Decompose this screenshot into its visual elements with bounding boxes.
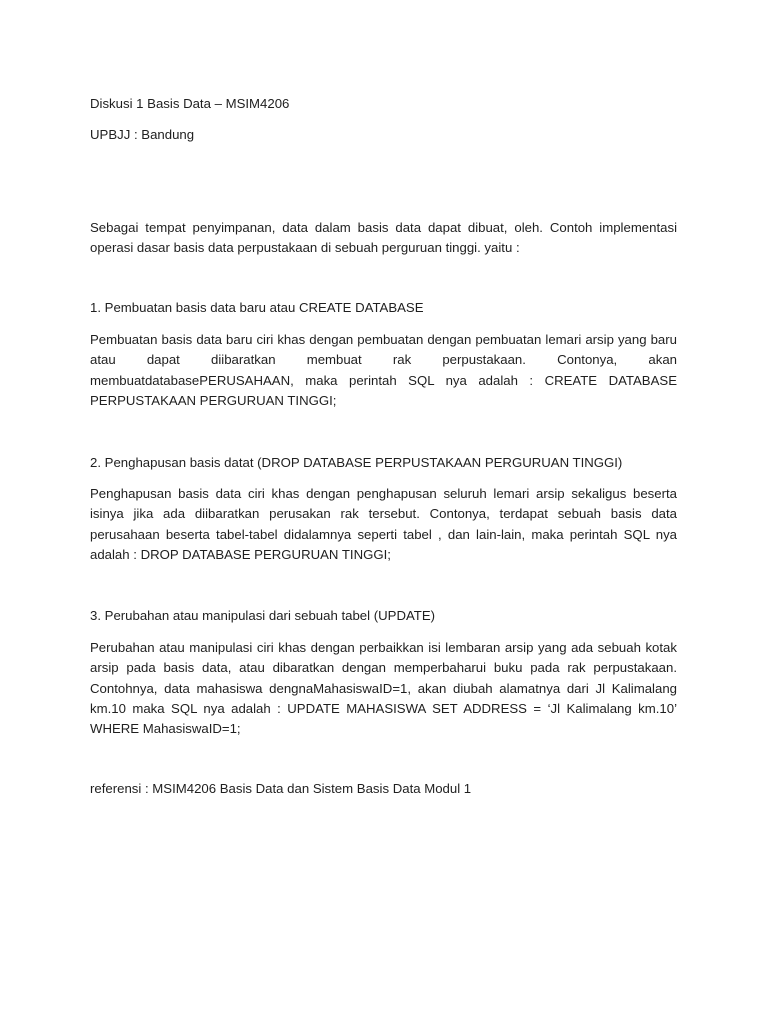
section-2-body: Penghapusan basis data ciri khas dengan penghapusan seluruh lemari arsip sekaligus beserta isinya jika ada diibaratkan perusakan rak tersebut. Contonya, terdapat sebuah basis data perusahaan beserta tabel-tabel didalamnya seperti tabel , dan lain-lain, maka perintah SQL nya adalah : DROP DATABASE PERGURUAN TINGGI; — [90, 486, 677, 562]
section-3-body: Perubahan atau manipulasi ciri khas dengan perbaikkan isi lembaran arsip yang ada sebuah kotak arsip pada basis data, atau dibaratkan dengan memperbaharui buku pada rak perpustakaan. Contohnya, data mahasiswa dengnaMahasiswaID=1, akan diubah alamatnya dari Jl Kalimalang km.10 maka SQL nya adalah : UPDATE MAHASISWA SET ADDRESS = ‘Jl Kalimalang km.10’ WHERE MahasiswaID=1; — [90, 640, 677, 737]
section-2-heading: 2. Penghapusan basis datat (DROP DATABASE PERPUSTAKAAN PERGURUAN TINGGI) — [90, 455, 623, 470]
section-1-heading: 1. Pembuatan basis data baru atau CREATE DATABASE — [90, 300, 424, 315]
section-3-heading: 3. Perubahan atau manipulasi dari sebuah tabel (UPDATE) — [90, 608, 436, 623]
upbjj-line: UPBJJ : Bandung — [90, 127, 195, 142]
document-title: Diskusi 1 Basis Data – MSIM4206 — [90, 96, 290, 111]
section-1-body: Pembuatan basis data baru ciri khas dengan pembuatan dengan pembuatan lemari arsip yang baru atau dapat diibaratkan membuat rak perpustakaan. Contonya, akan membuatdatabasePERUSAHAAN, maka perintah SQL nya adalah : CREATE DATABASE PERPUSTAKAAN PERGURUAN TINGGI; — [90, 332, 677, 408]
reference-line: referensi : MSIM4206 Basis Data dan Sistem Basis Data Modul 1 — [90, 781, 472, 796]
intro-paragraph: Sebagai tempat penyimpanan, data dalam basis data dapat dibuat, oleh. Contoh implementasi operasi dasar basis data perpustakaan di sebuah perguruan tinggi. yaitu : — [90, 220, 677, 256]
